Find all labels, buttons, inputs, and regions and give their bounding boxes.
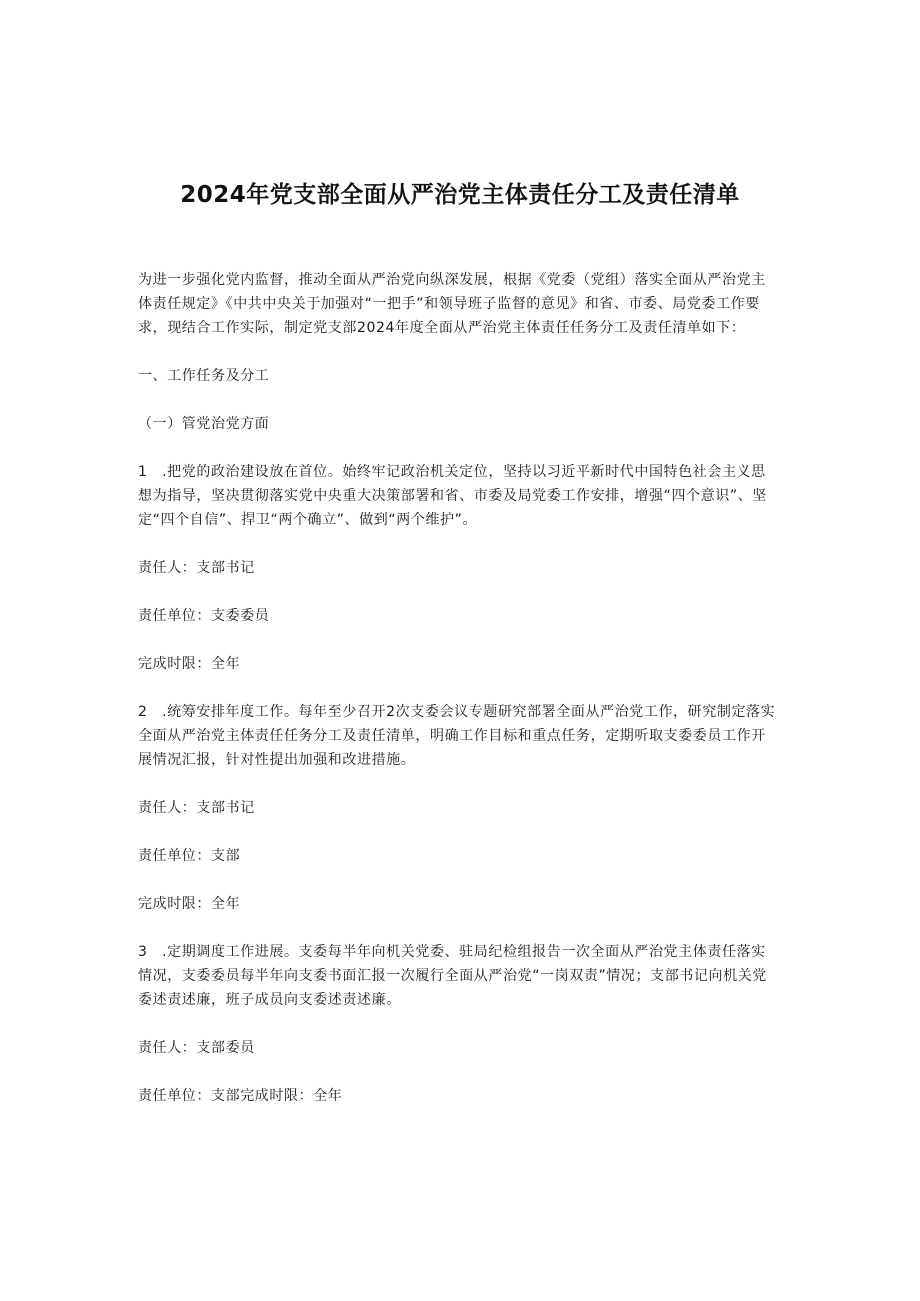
item-1-text: 1 .把党的政治建设放在首位。始终牢记政治机关定位，坚持以习近平新时代中国特色社会主义思想为指导，坚决贯彻落实党中央重大决策部署和省、市委及局党委工作安排，增强“四个意识”、坚定“四个自信”、捍卫“两个确立”、做到“两个维护”。: [138, 464, 767, 528]
item-1-responsible-unit: 责任单位：支委委员: [138, 608, 270, 624]
item-3-responsible-person: 责任人：支部委员: [138, 1040, 255, 1056]
document-title: 2024年党支部全面从严治党主体责任分工及责任清单: [180, 182, 740, 208]
item-3-text: 3 .定期调度工作进展。支委每半年向机关党委、驻局纪检组报告一次全面从严治党主体责任落实情况，支委委员每半年向支委书面汇报一次履行全面从严治党“一岗双责”情况；支部书记向机关党委述责述廉，班子成员向支委述责述廉。: [138, 944, 767, 1008]
item-2-text: 2 .统筹安排年度工作。每年至少召开2次支委会议专题研究部署全面从严治党工作，研究制定落实全面从严治党主体责任任务分工及责任清单，明确工作目标和重点任务，定期听取支委委员工作开展情况汇报，针对性提出加强和改进措施。: [138, 704, 776, 768]
item-1-responsible-person: 责任人：支部书记: [138, 560, 255, 576]
item-1-deadline: 完成时限：全年: [138, 656, 241, 672]
section-heading: 一、工作任务及分工: [138, 368, 270, 384]
item-3-unit-and-deadline: 责任单位：支部完成时限：全年: [138, 1088, 343, 1104]
document-body: [138, 268, 778, 1108]
item-2-responsible-unit: 责任单位：支部: [138, 848, 241, 864]
item-2-responsible-person: 责任人：支部书记: [138, 800, 255, 816]
item-2-deadline: 完成时限：全年: [138, 896, 241, 912]
subsection-heading: （一）管党治党方面: [138, 416, 270, 432]
intro-paragraph: 为进一步强化党内监督，推动全面从严治党向纵深发展，根据《党委（党组）落实全面从严治党主体责任规定》《中共中央关于加强对“一把手”和领导班子监督的意见》和省、市委、局党委工作要求，现结合工作实际，制定党支部2024年度全面从严治党主体责任任务分工及责任清单如下：: [138, 272, 766, 336]
